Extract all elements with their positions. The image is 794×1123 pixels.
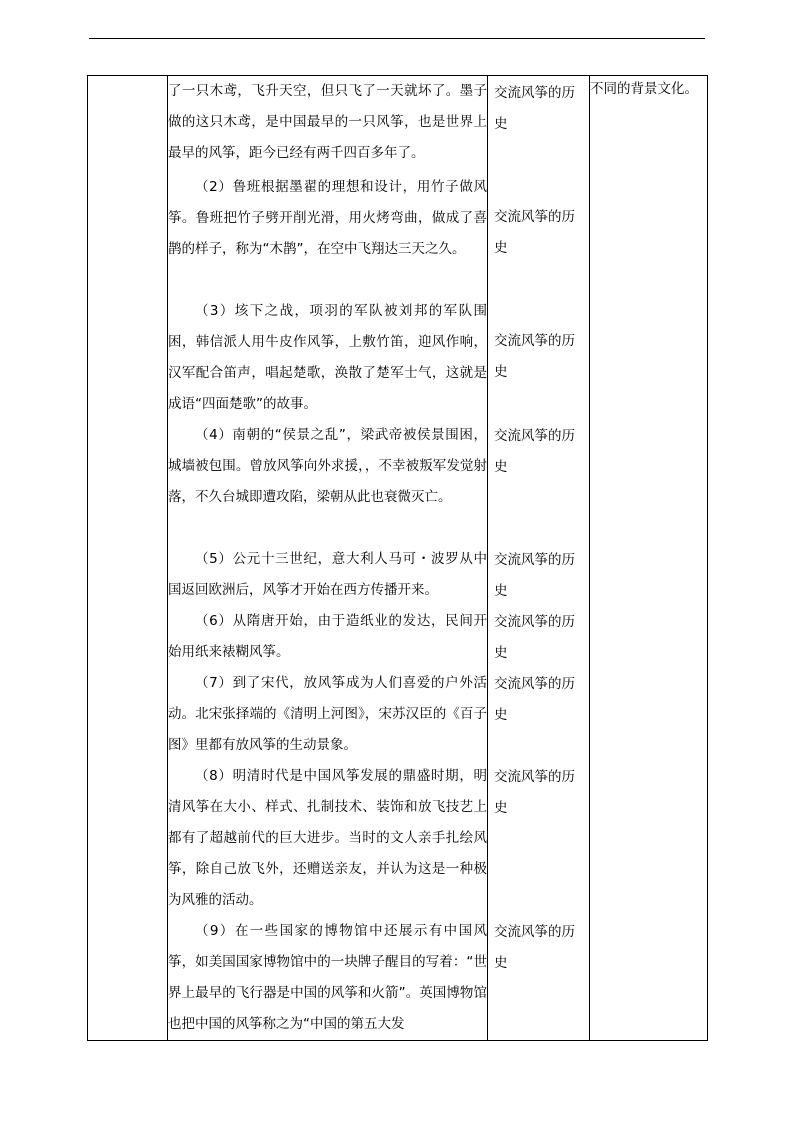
history-label-4: 交流风筝的历史 xyxy=(494,428,575,475)
paragraph-4: （4）南朝的“侯景之乱”，梁武帝被侯景围困，城墙被包围。曾放风筝向外求援，，不幸被叛军发觉射落，不久台城即遭攻陷，梁朝从此也衰微灭亡。 xyxy=(168,427,487,505)
history-label-9: 交流风筝的历史 xyxy=(494,924,575,971)
paragraph-9: （9）在一些国家的博物馆中还展示有中国风筝，如美国国家博物馆中的一块牌子醒目的写着：“世界上最早的飞行器是中国的风筝和火箭”。英国博物馆也把中国的风筝称之为“中国的第五大发 xyxy=(168,923,487,1032)
table-row xyxy=(88,76,708,1041)
paragraph-3: （3）垓下之战，项羽的军队被刘邦的军队围困，韩信派人用牛皮作风筝，上敷竹笛，迎风作响，汉军配合笛声，唱起楚歌，涣散了楚军士气，这就是成语“四面楚歌”的故事。 xyxy=(168,303,487,412)
history-label-5: 交流风筝的历史 xyxy=(494,552,575,599)
empty-cell xyxy=(88,76,168,1041)
paragraph-8: （8）明清时代是中国风筝发展的鼎盛时期，明清风筝在大小、样式、扎制技术、装饰和放飞技艺上都有了超越前代的巨大进步。当时的文人亲手扎绘风筝，除自己放飞外，还赠送亲友，并认为这是一种极为风雅的活动。 xyxy=(168,768,487,908)
paragraph-6: （6）从隋唐开始，由于造纸业的发达，民间开始用纸来裱糊风筝。 xyxy=(168,613,487,660)
history-label-1: 交流风筝的历史 xyxy=(494,85,575,132)
history-label-3: 交流风筝的历史 xyxy=(494,333,575,380)
paragraph-7: （7）到了宋代，放风筝成为人们喜爱的户外活动。北宋张择端的《清明上河图》，宋苏汉臣的《百子图》里都有放风筝的生动景象。 xyxy=(168,675,487,753)
activity-cell xyxy=(488,76,590,1041)
history-label-6: 交流风筝的历史 xyxy=(494,614,575,661)
content-cell xyxy=(168,76,488,1041)
purpose-text: 不同的背景文化。 xyxy=(590,81,698,97)
paragraph-1: 了一只木鸢，飞升天空，但只飞了一天就坏了。墨子做的这只木鸢，是中国最早的一只风筝，也是世界上最早的风筝，距今已经有两千四百多年了。 xyxy=(168,83,487,161)
lesson-table xyxy=(87,75,708,1041)
purpose-cell xyxy=(590,76,708,1041)
header-rule xyxy=(89,38,705,39)
history-label-7: 交流风筝的历史 xyxy=(494,676,575,723)
paragraph-5: （5）公元十三世纪，意大利人马可・波罗从中国返回欧洲后，风筝才开始在西方传播开来。 xyxy=(168,551,487,598)
paragraph-2: （2）鲁班根据墨翟的理想和设计，用竹子做风筝。鲁班把竹子劈开削光滑，用火烤弯曲，做成了喜鹊的样子，称为“木鹊”，在空中飞翔达三天之久。 xyxy=(168,179,487,257)
history-label-2: 交流风筝的历史 xyxy=(494,209,575,256)
history-label-8: 交流风筝的历史 xyxy=(494,769,575,816)
